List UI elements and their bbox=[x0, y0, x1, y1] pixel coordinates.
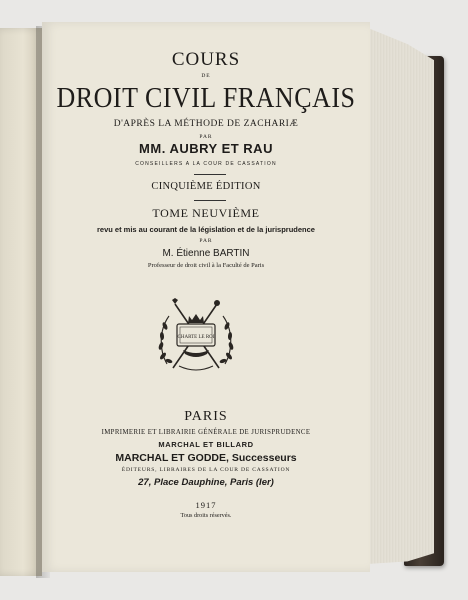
imprint-publisher-role: ÉDITEURS, LIBRAIRES DE LA COUR DE CASSATION bbox=[121, 467, 291, 473]
imprint-address: 27, Place Dauphine, Paris (Ier) bbox=[138, 477, 274, 488]
par-label-2: PAR bbox=[199, 238, 213, 244]
imprint-publisher-old: MARCHAL ET BILLARD bbox=[158, 440, 254, 449]
title-cours: COURS bbox=[171, 49, 241, 70]
svg-text:CHARTE LE ROI: CHARTE LE ROI bbox=[177, 335, 215, 340]
edition: CINQUIÈME ÉDITION bbox=[151, 181, 261, 192]
title-de: DE bbox=[201, 73, 211, 79]
imprint-year: 1917 bbox=[195, 500, 217, 510]
page-edges bbox=[368, 28, 434, 564]
authors: MM. AUBRY ET RAU bbox=[139, 141, 273, 156]
editor-name: M. Étienne BARTIN bbox=[162, 248, 250, 259]
publisher-seal-icon bbox=[153, 294, 239, 380]
volume: TOME NEUVIÈME bbox=[152, 206, 260, 220]
authors-role: CONSEILLERS A LA COUR DE CASSATION bbox=[135, 161, 277, 167]
editor-role: Professeur de droit civil à la Faculté de Paris bbox=[147, 262, 265, 269]
divider-rule bbox=[194, 200, 226, 201]
imprint-city: PARIS bbox=[184, 409, 228, 424]
imprint-rights: Tous droits réservés. bbox=[180, 512, 232, 519]
title-page bbox=[42, 22, 370, 572]
subtitle: D'APRÈS LA MÉTHODE DE ZACHARIÆ bbox=[113, 119, 299, 129]
divider-rule bbox=[194, 174, 226, 175]
par-label: PAR bbox=[199, 134, 213, 140]
imprint-printer: IMPRIMERIE ET LIBRAIRIE GÉNÉRALE DE JURISPRUDENCE bbox=[101, 429, 311, 436]
imprint-publisher-new: MARCHAL ET GODDE, Successeurs bbox=[115, 452, 297, 464]
revision-note: revu et mis au courant de la législation et de la jurisprudence bbox=[97, 225, 315, 234]
main-title: DROIT CIVIL FRANÇAIS bbox=[56, 81, 356, 114]
